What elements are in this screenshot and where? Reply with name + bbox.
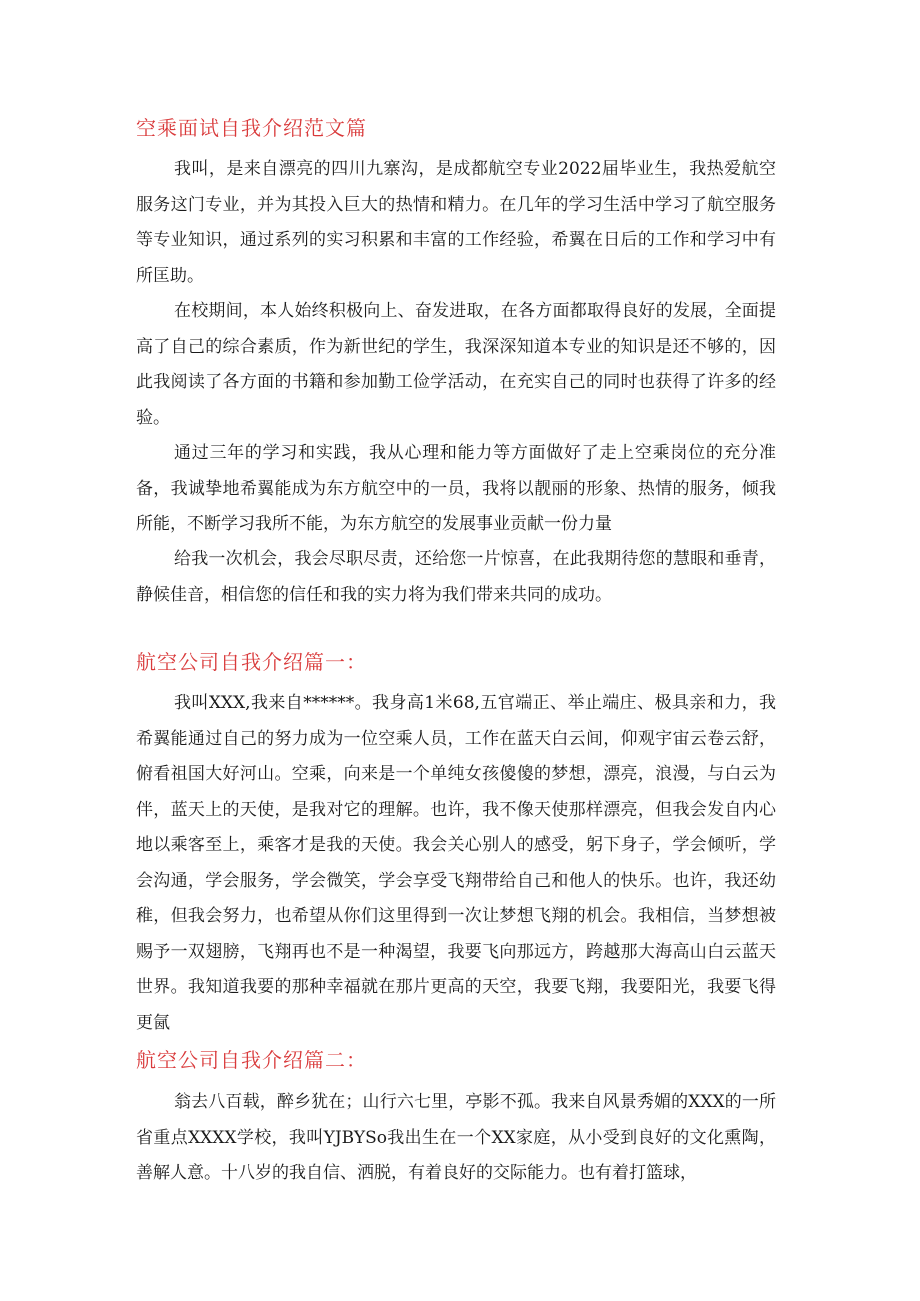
paragraph-1-4: 给我一次机会，我会尽职尽责，还给您一片惊喜，在此我期待您的慧眼和垂青，静候佳音，相信您的信任和我的实力将为我们带来共同的成功。 (136, 549, 776, 605)
paragraph-1-3: 通过三年的学习和实践，我从心理和能力等方面做好了走上空乘岗位的充分准备，我诚挚地希翼能成为东方航空中的一员，我将以靓丽的形象、热情的服务，倾我所能，不断学习我所不能，为东方航空的发展事业贡献一份力量 (136, 443, 776, 534)
paragraph-3-1: 翁去八百载，醉乡犹在；山行六七里，亭影不孤。我来自风景秀媚的XXX的一所省重点XXXX学校，我叫YJBYSo我出生在一个XX家庭，从小受到良好的文化熏陶，善解人意。十八岁的我自信、洒脱，有着良好的交际能力。也有着打篮球， (136, 1092, 776, 1183)
section-heading-3: 航空公司自我介绍篇二： (136, 1048, 367, 1072)
section-heading-2: 航空公司自我介绍篇一： (136, 650, 367, 674)
paragraph-1-1: 我叫，是来自漂亮的四川九寨沟，是成都航空专业2022届毕业生，我热爱航空服务这门专业，并为其投入巨大的热情和精力。在几年的学习生活中学习了航空服务等专业知识，通过系列的实习积累和丰富的工作经验，希翼在日后的工作和学习中有所匡助。 (136, 159, 776, 286)
section-heading-1: 空乘面试自我介绍范文篇 (136, 116, 367, 140)
paragraph-1-2: 在校期间，本人始终积极向上、奋发进取，在各方面都取得良好的发展，全面提高了自己的综合素质，作为新世纪的学生，我深深知道本专业的知识是还不够的，因此我阅读了各方面的书籍和参加勤工俭学活动，在充实自己的同时也获得了许多的经验。 (136, 301, 776, 428)
paragraph-2-1: 我叫XXX,我来自******。我身高1米68,五官端正、举止端庄、极具亲和力，我希翼能通过自己的努力成为一位空乘人员，工作在蓝天白云间，仰观宇宙云卷云舒，俯看祖国大好河山。空乘，向来是一个单纯女孩傻傻的梦想，漂亮，浪漫，与白云为伴，蓝天上的天使，是我对它的理解。也许，我不像天使那样漂亮，但我会发自内心地以乘客至上，乘客才是我的天使。我会关心别人的感受，躬下身子，学会倾听，学会沟通，学会服务，学会微笑，学会享受飞翔带给自己和他人的快乐。也许，我还幼稚，但我会努力，也希望从你们这里得到一次让梦想飞翔的机会。我相信，当梦想被赐予一双翅膀，飞翔再也不是一种渴望，我要飞向那远方，跨越那大海高山白云蓝天世界。我知道我要的那种幸福就在那片更高的天空，我要飞翔，我要阳光，我要飞得更氤 (136, 693, 776, 1033)
